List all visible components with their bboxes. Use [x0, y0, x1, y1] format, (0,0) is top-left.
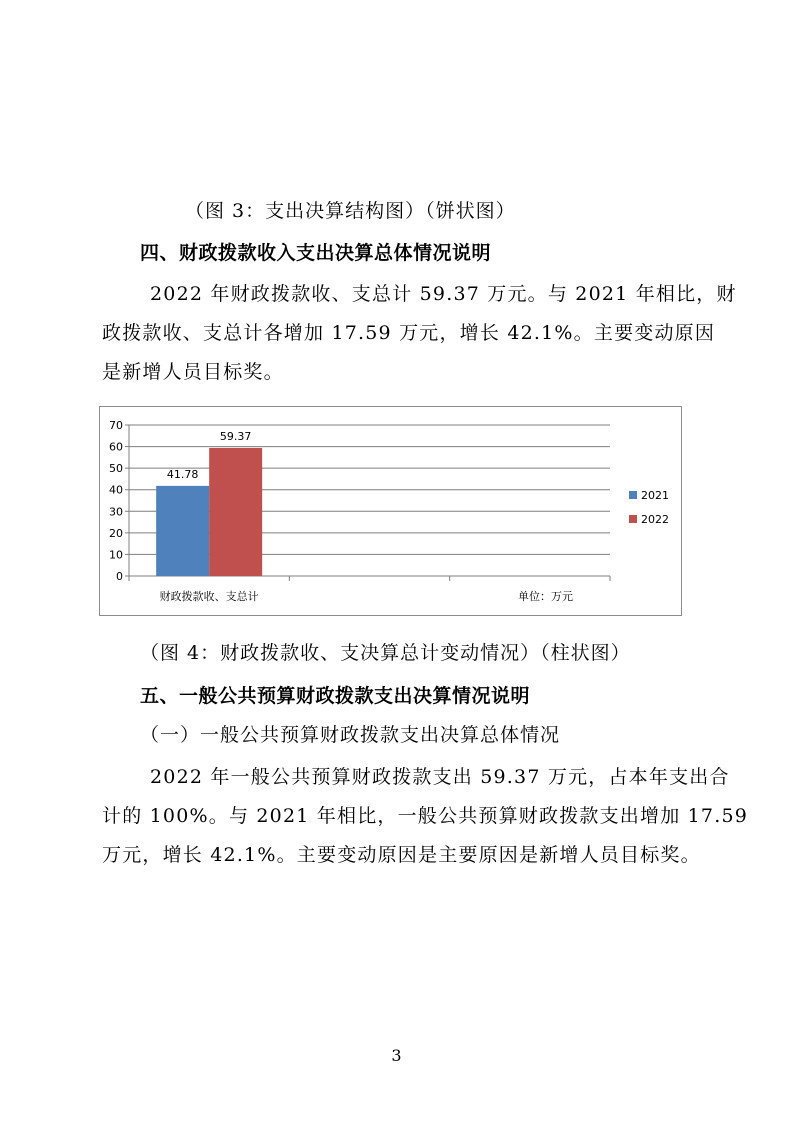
legend-swatch-2021	[629, 491, 637, 499]
section-four-heading: 四、财政拨款收入支出决算总体情况说明	[140, 242, 492, 264]
section-five-para-line-1: 2022 年一般公共预算财政拨款支出 59.37 万元，占本年支出合	[150, 766, 730, 788]
section-five-para-line-2: 计的 100%。与 2021 年相比，一般公共预算财政拨款支出增加 17.59	[102, 805, 749, 827]
y-tick-label: 40	[109, 483, 123, 497]
bar-2022	[209, 448, 262, 576]
unit-annotation: 单位：万元	[518, 590, 573, 603]
y-tick-label: 10	[109, 548, 123, 562]
y-tick-label: 50	[109, 462, 123, 476]
bar-chart	[99, 406, 682, 616]
page-number: 3	[391, 1046, 402, 1065]
category-label: 财政拨款收、支总计	[159, 590, 259, 603]
section-four-para-line-3: 是新增人员目标奖。	[102, 361, 284, 383]
y-tick-label: 30	[109, 505, 123, 519]
y-tick-label: 70	[109, 419, 123, 432]
section-four-para-line-1: 2022 年财政拨款收、支总计 59.37 万元。与 2021 年相比，财	[150, 283, 737, 305]
data-label-2021: 41.78	[166, 467, 199, 481]
figure-3-caption: （图 3：支出决算结构图）（饼状图）	[185, 200, 516, 222]
y-tick-label: 20	[109, 526, 123, 540]
data-label-2022: 59.37	[219, 429, 252, 443]
figure-4-caption: （图 4：财政拨款收、支决算总计变动情况）（柱状图）	[140, 642, 631, 664]
legend-label-2022: 2022	[641, 513, 669, 526]
bar-2021	[156, 486, 209, 576]
section-five-subheading: （一）一般公共预算财政拨款支出决算总体情况	[140, 724, 561, 746]
section-four-para-line-2: 政拨款收、支总计各增加 17.59 万元，增长 42.1%。主要变动原因	[102, 322, 716, 344]
legend-label-2021: 2021	[641, 489, 669, 502]
y-tick-label: 60	[109, 440, 123, 454]
section-five-heading: 五、一般公共预算财政拨款支出决算情况说明	[140, 685, 531, 707]
legend-swatch-2022	[629, 515, 637, 523]
section-five-para-line-3: 万元，增长 42.1%。主要变动原因是主要原因是新增人员目标奖。	[102, 844, 701, 866]
y-tick-label: 0	[116, 570, 123, 583]
